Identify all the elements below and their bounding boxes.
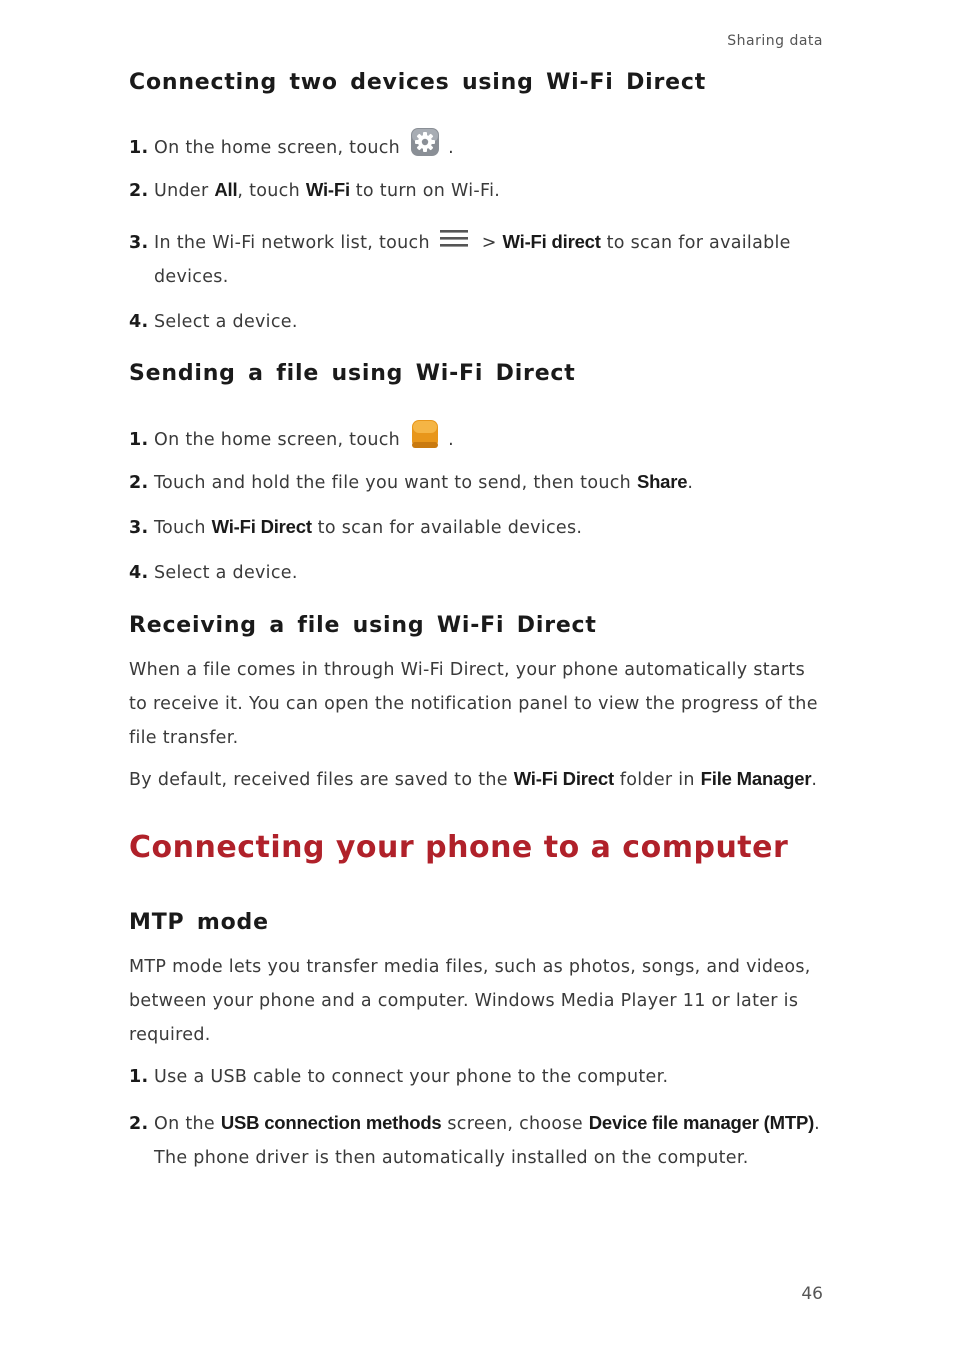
ui-term-wifi-direct: Wi-Fi direct <box>502 231 601 252</box>
step-number: 1. <box>129 430 149 450</box>
step-continuation: The phone driver is then automatically installed on the computer. <box>154 1148 749 1168</box>
step-text: Touch and hold the file you want to send, then touch <box>154 473 637 493</box>
para-text: . <box>811 770 818 790</box>
step-text: Select a device. <box>154 312 298 332</box>
step-number: 3. <box>129 233 149 253</box>
step-text: to turn on Wi-Fi. <box>349 181 501 201</box>
step-text: Select a device. <box>154 563 298 583</box>
sec2-step-4 <box>129 556 829 590</box>
sec1-step-2 <box>129 173 829 208</box>
ui-term-usb-connection-methods: USB connection methods <box>220 1112 442 1133</box>
ui-term-device-file-manager: Device file manager (MTP) <box>588 1112 815 1133</box>
sec1-step-3 <box>129 225 829 294</box>
sec2-step-2 <box>129 465 829 500</box>
step-text: , touch <box>237 181 306 201</box>
sec4-step-1 <box>129 1060 829 1094</box>
step-number: 2. <box>129 1114 149 1134</box>
ui-term-wifi: Wi-Fi <box>305 179 350 200</box>
step-text: Under <box>154 181 215 201</box>
step-text-end: . <box>448 138 454 158</box>
running-header: Sharing data <box>727 33 823 49</box>
step-text: to scan for available devices. <box>311 518 583 538</box>
step-text: Use a USB cable to connect your phone to the computer. <box>154 1067 669 1087</box>
step-text: . <box>814 1114 820 1134</box>
step-text: On the <box>154 1114 221 1134</box>
step-number: 4. <box>129 563 149 583</box>
step-continuation: devices. <box>154 267 229 287</box>
ui-term-share: Share <box>636 471 688 492</box>
mtp-paragraph: MTP mode lets you transfer media files, such as photos, songs, and videos, between your phone and a computer. Windows Media Player 11 or later is required. <box>129 957 811 1045</box>
step-text: On the home screen, touch <box>154 430 401 450</box>
sec2-step-1 <box>129 419 829 461</box>
sec1-step-4 <box>129 305 829 339</box>
step-number: 2. <box>129 473 149 493</box>
para-text: By default, received files are saved to the <box>129 770 514 790</box>
page-number: 46 <box>801 1284 823 1304</box>
ui-term-wifi-direct: Wi-Fi Direct <box>211 516 312 537</box>
sec4-step-2 <box>129 1106 829 1175</box>
section-title-receiving-file: Receiving a file using Wi-Fi Direct <box>129 613 597 638</box>
section-title-sending-file: Sending a file using Wi-Fi Direct <box>129 361 576 386</box>
step-text: Touch <box>154 518 212 538</box>
default-location-paragraph <box>129 762 829 797</box>
ui-term-all: All <box>214 179 238 200</box>
menu-icon <box>440 226 468 260</box>
step-number: 2. <box>129 181 149 201</box>
section-title-connecting-wifi-direct: Connecting two devices using Wi-Fi Direct <box>129 70 707 95</box>
step-text: screen, choose <box>441 1114 589 1134</box>
chapter-title: Connecting your phone to a computer <box>129 830 789 865</box>
step-number: 3. <box>129 518 149 538</box>
step-text: to scan for available <box>600 233 791 253</box>
section-title-mtp-mode: MTP mode <box>129 910 269 935</box>
ui-term-wifi-direct-folder: Wi-Fi Direct <box>513 768 614 789</box>
step-text: On the home screen, touch <box>154 138 401 158</box>
step-number: 1. <box>129 138 149 158</box>
sec1-step-1 <box>129 127 829 169</box>
receiving-paragraph: When a file comes in through Wi-Fi Direct, your phone automatically starts to receive it. You can open the notification panel to view the progress of the file transfer. <box>129 660 818 748</box>
sec2-step-3 <box>129 510 829 545</box>
settings-gear-icon <box>410 127 440 169</box>
ui-term-file-manager: File Manager <box>700 768 812 789</box>
files-app-icon <box>410 419 440 461</box>
step-text: In the Wi-Fi network list, touch <box>154 233 430 253</box>
step-number: 1. <box>129 1067 149 1087</box>
para-text: folder in <box>613 770 701 790</box>
step-number: 4. <box>129 312 149 332</box>
step-text-end: . <box>448 430 454 450</box>
step-text: . <box>687 473 694 493</box>
step-text: > <box>475 233 503 253</box>
